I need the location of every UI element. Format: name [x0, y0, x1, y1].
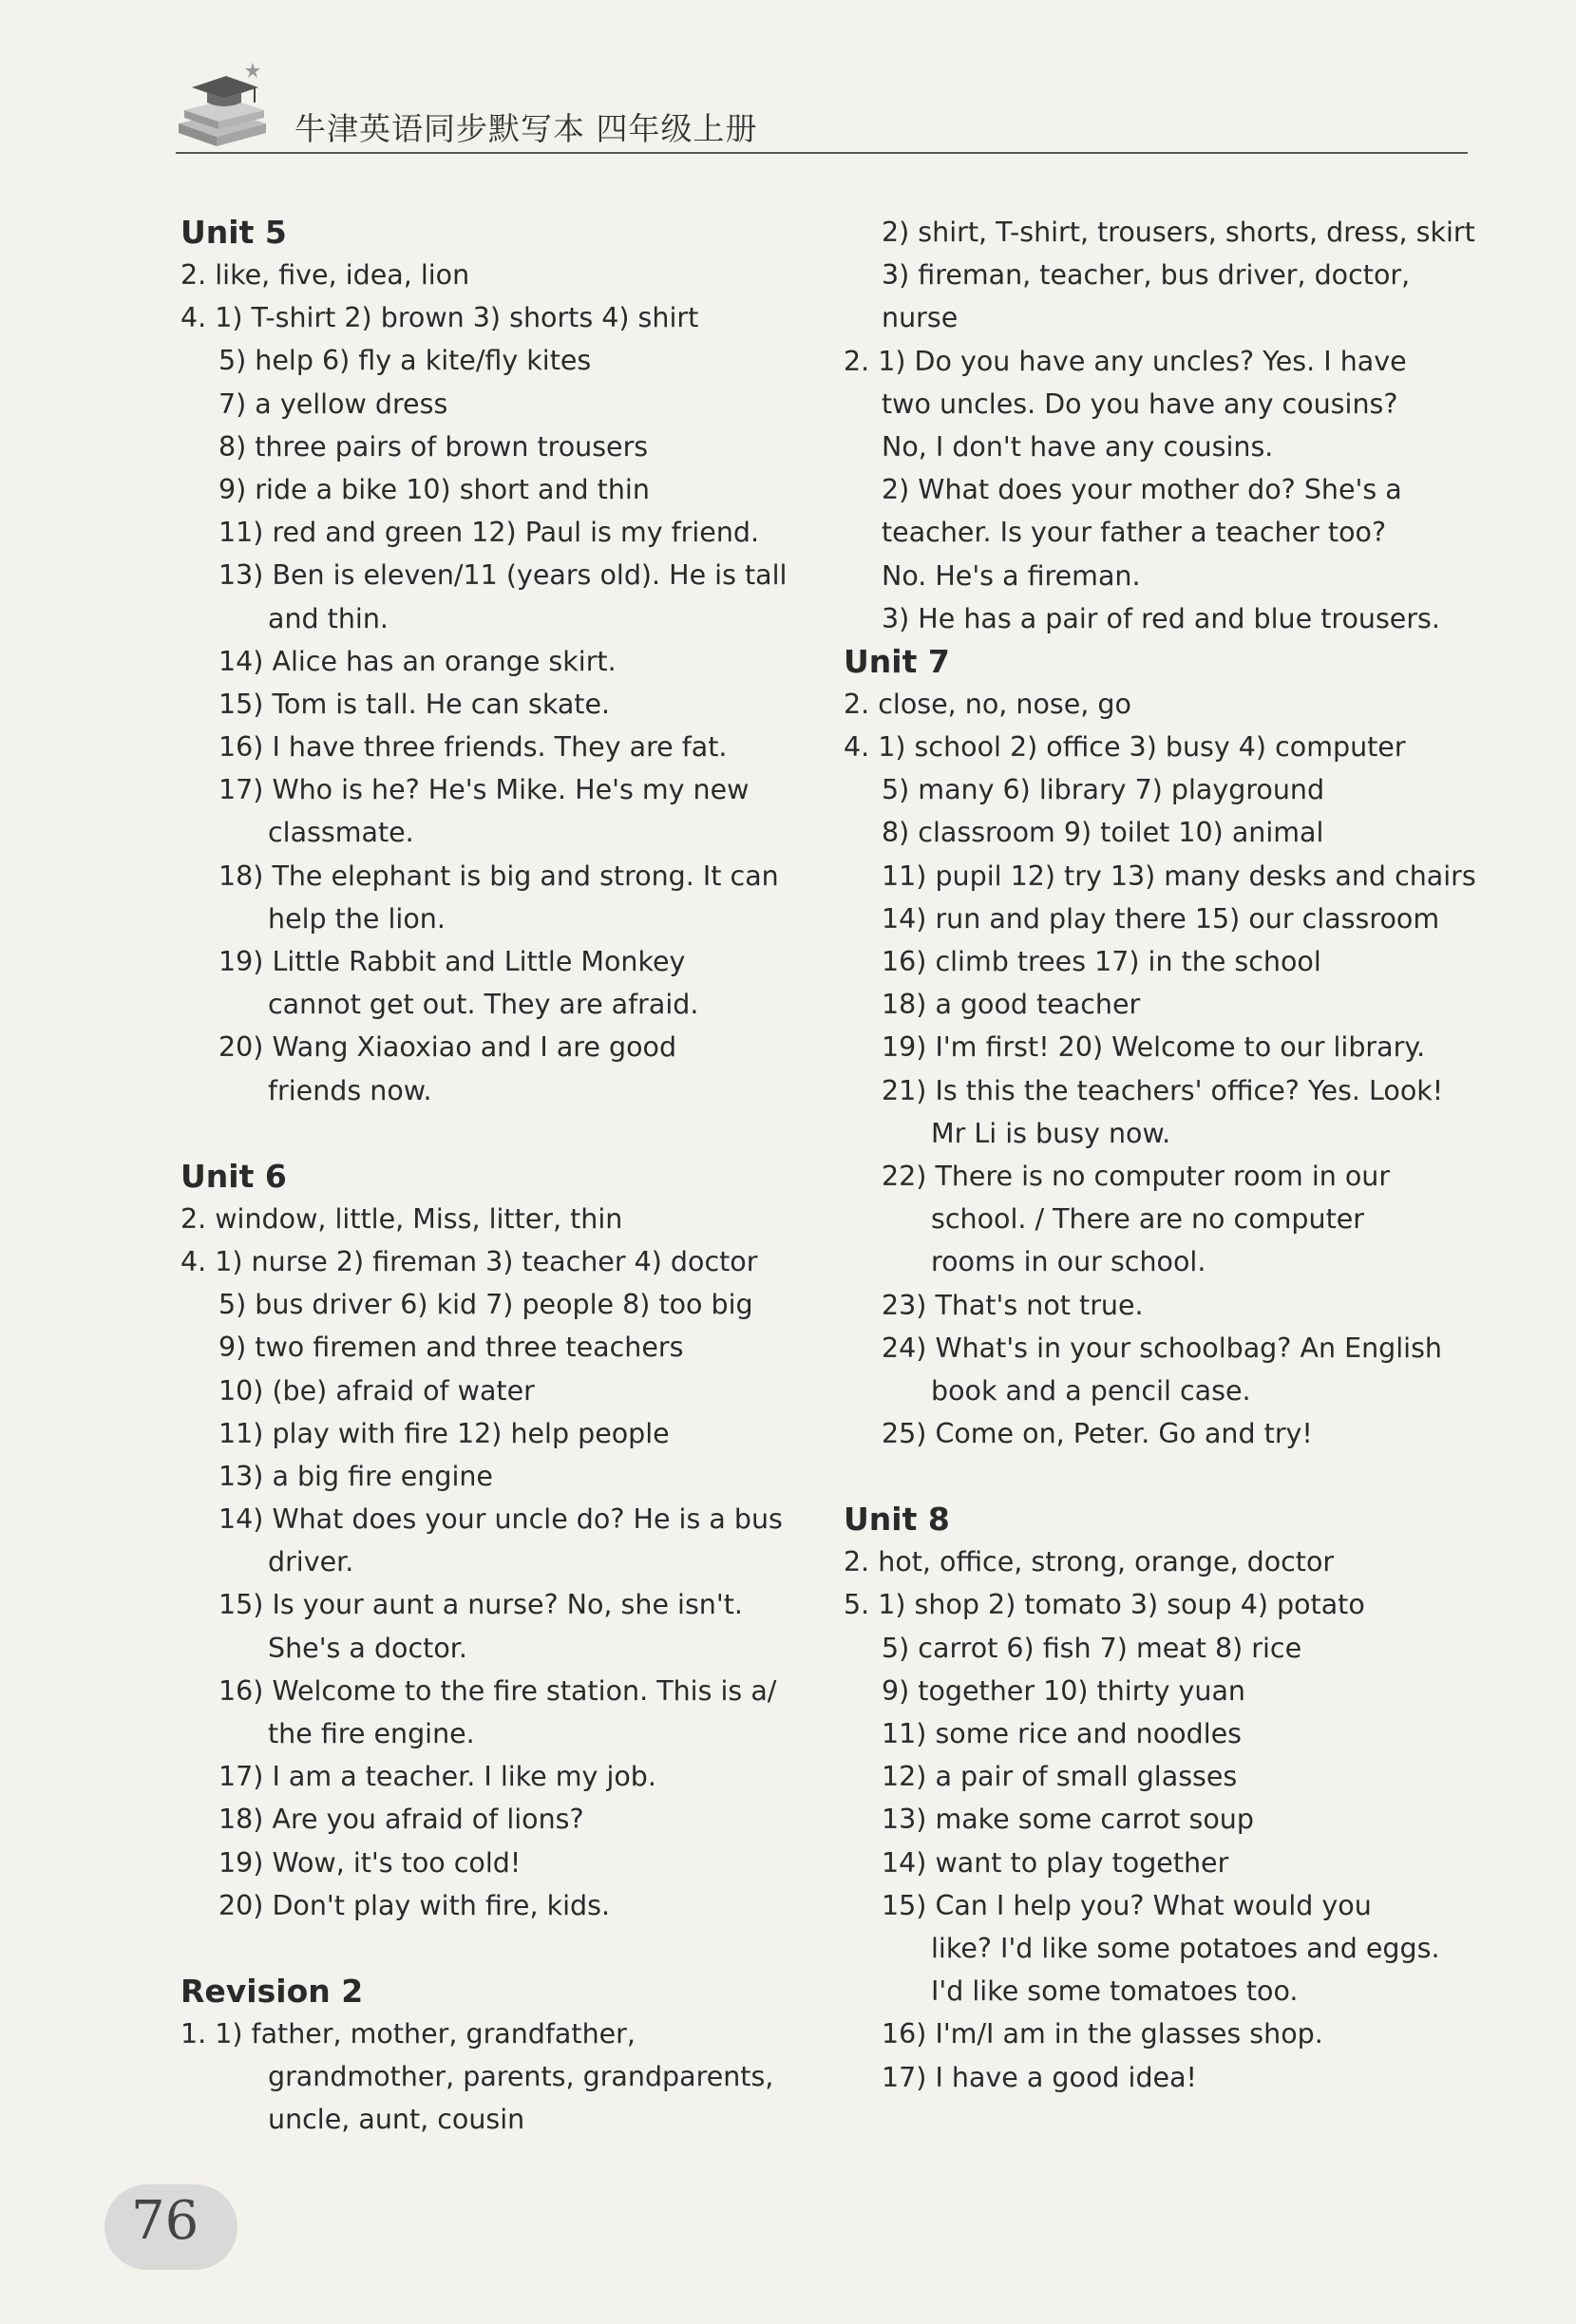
answer-line: 18) Are you afraid of lions? [218, 1804, 584, 1836]
answer-line: 1. 1) father, mother, grandfather, [180, 2017, 636, 2050]
page-number: 76 [131, 2190, 199, 2252]
section-title: Unit 5 [180, 214, 287, 251]
answer-line: 18) The elephant is big and strong. It can [218, 860, 779, 892]
answer-line: 24) What's in your schoolbag? An English [882, 1332, 1442, 1364]
answer-line: 15) Is your aunt a nurse? No, she isn't. [218, 1589, 743, 1621]
answer-line: 9) together 10) thirty yuan [882, 1674, 1245, 1707]
answer-line: 11) some rice and noodles [882, 1718, 1242, 1749]
answer-line: No, I don't have any cousins. [882, 430, 1274, 463]
answer-line: grandmother, parents, grandparents, [268, 2061, 774, 2093]
answer-line: nurse [882, 302, 959, 334]
books-graduation-cap-icon [171, 57, 275, 152]
answer-line: 17) Who is he? He's Mike. He's my new [218, 774, 750, 806]
page-header [176, 95, 1468, 154]
section-title: Revision 2 [180, 1972, 364, 2010]
answer-line: classmate. [268, 817, 414, 849]
answer-line: like? I'd like some potatoes and eggs. [931, 1932, 1440, 1964]
answer-line: 14) want to play together [882, 1846, 1229, 1879]
answer-line: driver. [268, 1546, 354, 1578]
answer-line: 14) What does your uncle do? He is a bus [218, 1503, 783, 1536]
answer-line: cannot get out. They are afraid. [268, 989, 699, 1021]
section-gap [180, 1112, 845, 1155]
answer-line: I'd like some tomatoes too. [931, 1975, 1299, 2008]
answer-line: 11) play with fire 12) help people [218, 1417, 670, 1449]
answer-line: 5) help 6) fly a kite/fly kites [218, 345, 592, 377]
page-number-badge [104, 2184, 237, 2270]
answer-line: and thin. [268, 602, 389, 634]
answer-line: 14) run and play there 15) our classroom [882, 902, 1440, 935]
answer-line: 13) a big fire engine [218, 1460, 493, 1492]
answer-line: 2. like, five, idea, lion [180, 259, 470, 291]
answer-line: 23) That's not true. [882, 1289, 1144, 1321]
section-gap [180, 1927, 845, 1970]
answer-line: uncle, aunt, cousin [268, 2104, 525, 2136]
answer-line: 5) carrot 6) fish 7) meat 8) rice [882, 1632, 1302, 1664]
section-title: Unit 7 [844, 642, 950, 680]
answer-line: 4. 1) T-shirt 2) brown 3) shorts 4) shirt [180, 302, 699, 334]
answer-line: book and a pencil case. [931, 1374, 1251, 1407]
answer-line: friends now. [268, 1074, 432, 1106]
answer-line: 2) shirt, T-shirt, trousers, shorts, dress, skirt [882, 217, 1475, 248]
answer-line: 19) Little Rabbit and Little Monkey [218, 946, 686, 977]
answer-line: 16) I'm/I am in the glasses shop. [882, 2018, 1323, 2050]
answer-line: 7) a yellow dress [218, 387, 448, 420]
answer-line: the fire engine. [268, 1718, 475, 1749]
answer-line: 17) I have a good idea! [882, 2061, 1197, 2093]
answer-line: 13) Ben is eleven/11 (years old). He is tall [218, 559, 788, 592]
answer-line: 15) Tom is tall. He can skate. [218, 688, 611, 720]
answer-line: She's a doctor. [268, 1632, 467, 1664]
answer-line: 5) many 6) library 7) playground [882, 774, 1325, 806]
answer-line: school. / There are no computer [931, 1203, 1364, 1236]
answer-line: 16) climb trees 17) in the school [882, 946, 1321, 977]
answer-line: 2. 1) Do you have any uncles? Yes. I have [844, 345, 1407, 377]
answer-line: 21) Is this the teachers' office? Yes. Look! [882, 1074, 1444, 1106]
answer-line: help the lion. [268, 902, 446, 935]
answer-line: 16) I have three friends. They are fat. [218, 731, 728, 764]
answer-line: rooms in our school. [931, 1246, 1206, 1278]
answer-line: 8) classroom 9) toilet 10) animal [882, 817, 1324, 849]
answer-line: 20) Wang Xiaoxiao and I are good [218, 1031, 677, 1064]
answer-line: two uncles. Do you have any cousins? [882, 387, 1398, 420]
answer-line: 3) fireman, teacher, bus driver, doctor, [882, 259, 1411, 292]
answer-line: 2) What does your mother do? She's a [882, 474, 1402, 506]
section-gap [844, 1455, 1509, 1498]
answer-line: 19) I'm first! 20) Welcome to our library. [882, 1031, 1426, 1064]
answer-line: No. He's a fireman. [882, 559, 1141, 592]
answer-line: 2. window, little, Miss, litter, thin [180, 1202, 623, 1235]
answer-line: 2. close, no, nose, go [844, 688, 1131, 720]
answer-line: 18) a good teacher [882, 989, 1141, 1021]
answer-line: 16) Welcome to the fire station. This is a/ [218, 1674, 777, 1707]
answer-line: 8) three pairs of brown trousers [218, 430, 649, 463]
answer-line: 4. 1) nurse 2) fireman 3) teacher 4) doctor [180, 1245, 758, 1277]
book-title: 牛津英语同步默写本 四年级上册 [294, 110, 758, 147]
answer-line: 11) red and green 12) Paul is my friend. [218, 517, 760, 549]
answer-line: 10) (be) afraid of water [218, 1374, 535, 1407]
answer-line: 12) a pair of small glasses [882, 1761, 1238, 1793]
answer-line: 14) Alice has an orange skirt. [218, 645, 617, 677]
answer-line: 20) Don't play with fire, kids. [218, 1889, 610, 1921]
answer-line: 11) pupil 12) try 13) many desks and chairs [882, 860, 1476, 892]
answer-line: 4. 1) school 2) office 3) busy 4) computer [844, 731, 1406, 764]
answer-line: 9) two firemen and three teachers [218, 1332, 684, 1364]
answer-line: 22) There is no computer room in our [882, 1160, 1391, 1192]
answer-line: 15) Can I help you? What would you [882, 1889, 1372, 1921]
answer-line: 13) make some carrot soup [882, 1804, 1254, 1836]
answer-line: 17) I am a teacher. I like my job. [218, 1761, 656, 1793]
answer-line: 5. 1) shop 2) tomato 3) soup 4) potato [844, 1589, 1365, 1621]
answer-line: Mr Li is busy now. [931, 1117, 1171, 1149]
section-title: Unit 8 [844, 1501, 950, 1539]
answer-line: teacher. Is your father a teacher too? [882, 517, 1387, 549]
answer-line: 2. hot, office, strong, orange, doctor [844, 1546, 1335, 1578]
right-column [844, 211, 1509, 2099]
answer-line: 5) bus driver 6) kid 7) people 8) too big [218, 1289, 753, 1321]
left-column [180, 211, 845, 2142]
answer-line: 19) Wow, it's too cold! [218, 1846, 522, 1879]
section-title: Unit 6 [180, 1157, 287, 1195]
answer-line: 3) He has a pair of red and blue trousers. [882, 602, 1440, 634]
answer-line: 25) Come on, Peter. Go and try! [882, 1418, 1313, 1450]
answer-line: 9) ride a bike 10) short and thin [218, 473, 650, 505]
